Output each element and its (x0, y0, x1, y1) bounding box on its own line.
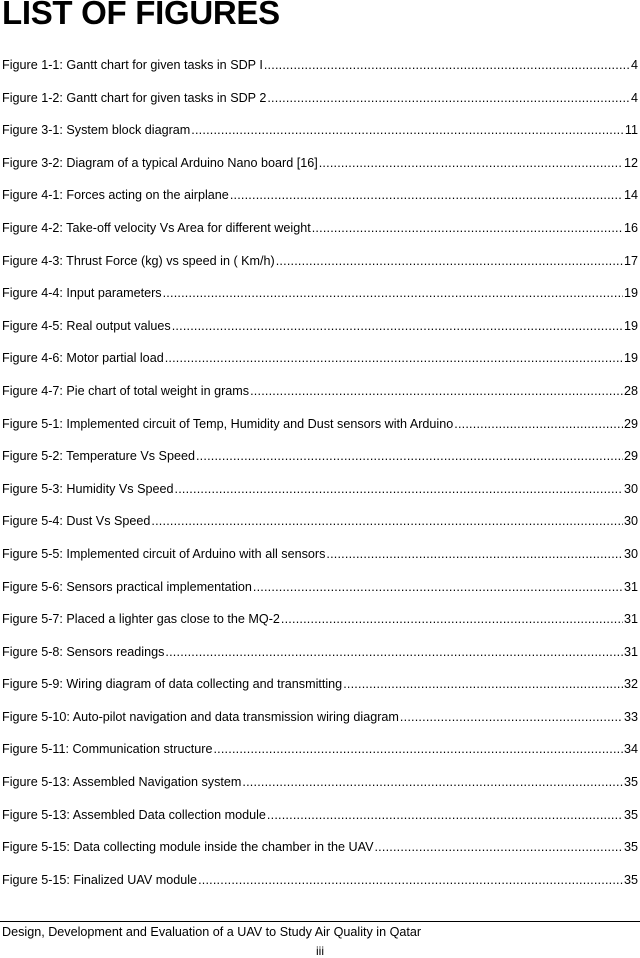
toc-entry[interactable] (2, 449, 638, 482)
entry-page: 30 (623, 514, 638, 529)
entry-label: Figure 5-1: Implemented circuit of Temp, Humidity and Dust sensors with Arduino (2, 416, 454, 431)
entry-label: Figure 5-6: Sensors practical implementation (2, 579, 252, 594)
entry-page: 35 (623, 840, 638, 855)
dot-leader (151, 514, 623, 528)
dot-leader (242, 775, 623, 789)
entry-label: Figure 4-6: Motor partial load (2, 351, 164, 366)
entry-page: 30 (623, 546, 638, 561)
dot-leader (267, 91, 630, 105)
dot-leader (281, 612, 623, 626)
dot-leader (343, 677, 623, 691)
toc-entry[interactable] (2, 384, 638, 417)
entry-page: 29 (623, 416, 638, 431)
dot-leader (374, 840, 623, 854)
entry-label: Figure 5-13: Assembled Data collection module (2, 807, 266, 822)
toc-entry[interactable] (2, 482, 638, 515)
dot-leader (276, 254, 623, 268)
dot-leader (213, 742, 623, 756)
entry-label: Figure 5-13: Assembled Navigation system (2, 775, 242, 790)
dot-leader (172, 319, 623, 333)
toc-entry[interactable] (2, 514, 638, 547)
entry-page: 19 (623, 318, 638, 333)
entry-page: 4 (630, 58, 638, 72)
dot-leader (250, 384, 623, 398)
entry-page: 33 (623, 709, 638, 724)
entry-page: 31 (623, 579, 638, 594)
toc-entry[interactable] (2, 612, 638, 645)
entry-page: 19 (623, 351, 638, 366)
entry-page: 14 (623, 188, 638, 203)
dot-leader (454, 417, 623, 431)
toc-entry[interactable] (2, 808, 638, 841)
toc-entry[interactable] (2, 58, 638, 91)
toc-entry[interactable] (2, 156, 638, 189)
page-title: LIST OF FIGURES (2, 0, 280, 31)
entry-label: Figure 5-4: Dust Vs Speed (2, 514, 151, 529)
dot-leader (175, 482, 623, 496)
dot-leader (163, 286, 623, 300)
entry-label: Figure 3-1: System block diagram (2, 123, 191, 138)
dot-leader (319, 156, 623, 170)
dot-leader (165, 645, 623, 659)
entry-page: 32 (623, 677, 638, 692)
entry-page: 30 (623, 481, 638, 496)
entry-label: Figure 5-11: Communication structure (2, 742, 213, 757)
toc-entry[interactable] (2, 547, 638, 580)
toc-entry[interactable] (2, 319, 638, 352)
entry-page: 12 (623, 155, 638, 170)
toc-entry[interactable] (2, 221, 638, 254)
dot-leader (191, 123, 624, 137)
toc-entry[interactable] (2, 417, 638, 450)
toc-entry[interactable] (2, 188, 638, 221)
entry-page: 17 (623, 253, 638, 268)
entry-page: 4 (630, 90, 638, 105)
entry-page: 31 (623, 612, 638, 627)
entry-label: Figure 4-1: Forces acting on the airplane (2, 188, 229, 203)
entry-label: Figure 5-15: Finalized UAV module (2, 872, 198, 887)
entry-page: 34 (623, 742, 638, 757)
dot-leader (165, 351, 623, 365)
entry-label: Figure 4-3: Thrust Force (kg) vs speed in ( Km/h) (2, 253, 275, 268)
dot-leader (196, 449, 623, 463)
entry-label: Figure 4-2: Take-off velocity Vs Area for different weight (2, 220, 311, 235)
entry-label: Figure 5-8: Sensors readings (2, 644, 165, 659)
toc-entry[interactable] (2, 710, 638, 743)
toc-entry[interactable] (2, 645, 638, 678)
entry-label: Figure 3-2: Diagram of a typical Arduino Nano board [16] (2, 155, 318, 170)
dot-leader (312, 221, 623, 235)
entry-label: Figure 1-2: Gantt chart for given tasks in SDP 2 (2, 90, 267, 105)
entry-label: Figure 5-5: Implemented circuit of Arduino with all sensors (2, 546, 326, 561)
entry-label: Figure 5-7: Placed a lighter gas close to the MQ-2 (2, 612, 280, 627)
list-of-figures (2, 58, 638, 905)
dot-leader (264, 58, 630, 72)
dot-leader (253, 580, 623, 594)
toc-entry[interactable] (2, 580, 638, 613)
entry-label: Figure 4-5: Real output values (2, 318, 171, 333)
entry-label: Figure 5-15: Data collecting module inside the chamber in the UAV (2, 840, 374, 855)
entry-page: 35 (623, 872, 638, 887)
toc-entry[interactable] (2, 873, 638, 906)
entry-page: 35 (623, 807, 638, 822)
dot-leader (230, 188, 623, 202)
toc-entry[interactable] (2, 775, 638, 808)
entry-label: Figure 5-9: Wiring diagram of data collecting and transmitting (2, 677, 343, 692)
footer-divider (0, 921, 640, 922)
entry-label: Figure 1-1: Gantt chart for given tasks in SDP I (2, 58, 263, 72)
entry-label: Figure 5-3: Humidity Vs Speed (2, 481, 174, 496)
toc-entry[interactable] (2, 351, 638, 384)
toc-entry[interactable] (2, 123, 638, 156)
toc-entry[interactable] (2, 677, 638, 710)
dot-leader (267, 808, 623, 822)
toc-entry[interactable] (2, 91, 638, 124)
entry-label: Figure 4-7: Pie chart of total weight in grams (2, 383, 250, 398)
toc-entry[interactable] (2, 286, 638, 319)
entry-page: 19 (623, 286, 638, 301)
dot-leader (198, 873, 623, 887)
entry-page: 28 (623, 383, 638, 398)
entry-label: Figure 5-10: Auto-pilot navigation and data transmission wiring diagram (2, 709, 399, 724)
footer-text: Design, Development and Evaluation of a UAV to Study Air Quality in Qatar (2, 925, 422, 939)
entry-page: 35 (623, 775, 638, 790)
page-number: iii (316, 944, 324, 958)
toc-entry[interactable] (2, 742, 638, 775)
entry-label: Figure 5-2: Temperature Vs Speed (2, 449, 195, 464)
toc-entry[interactable] (2, 254, 638, 287)
dot-leader (400, 710, 623, 724)
entry-page: 11 (624, 123, 638, 138)
entry-page: 29 (623, 449, 638, 464)
entry-page: 31 (623, 644, 638, 659)
entry-page: 16 (623, 220, 638, 235)
dot-leader (326, 547, 623, 561)
toc-entry[interactable] (2, 840, 638, 873)
entry-label: Figure 4-4: Input parameters (2, 286, 162, 301)
